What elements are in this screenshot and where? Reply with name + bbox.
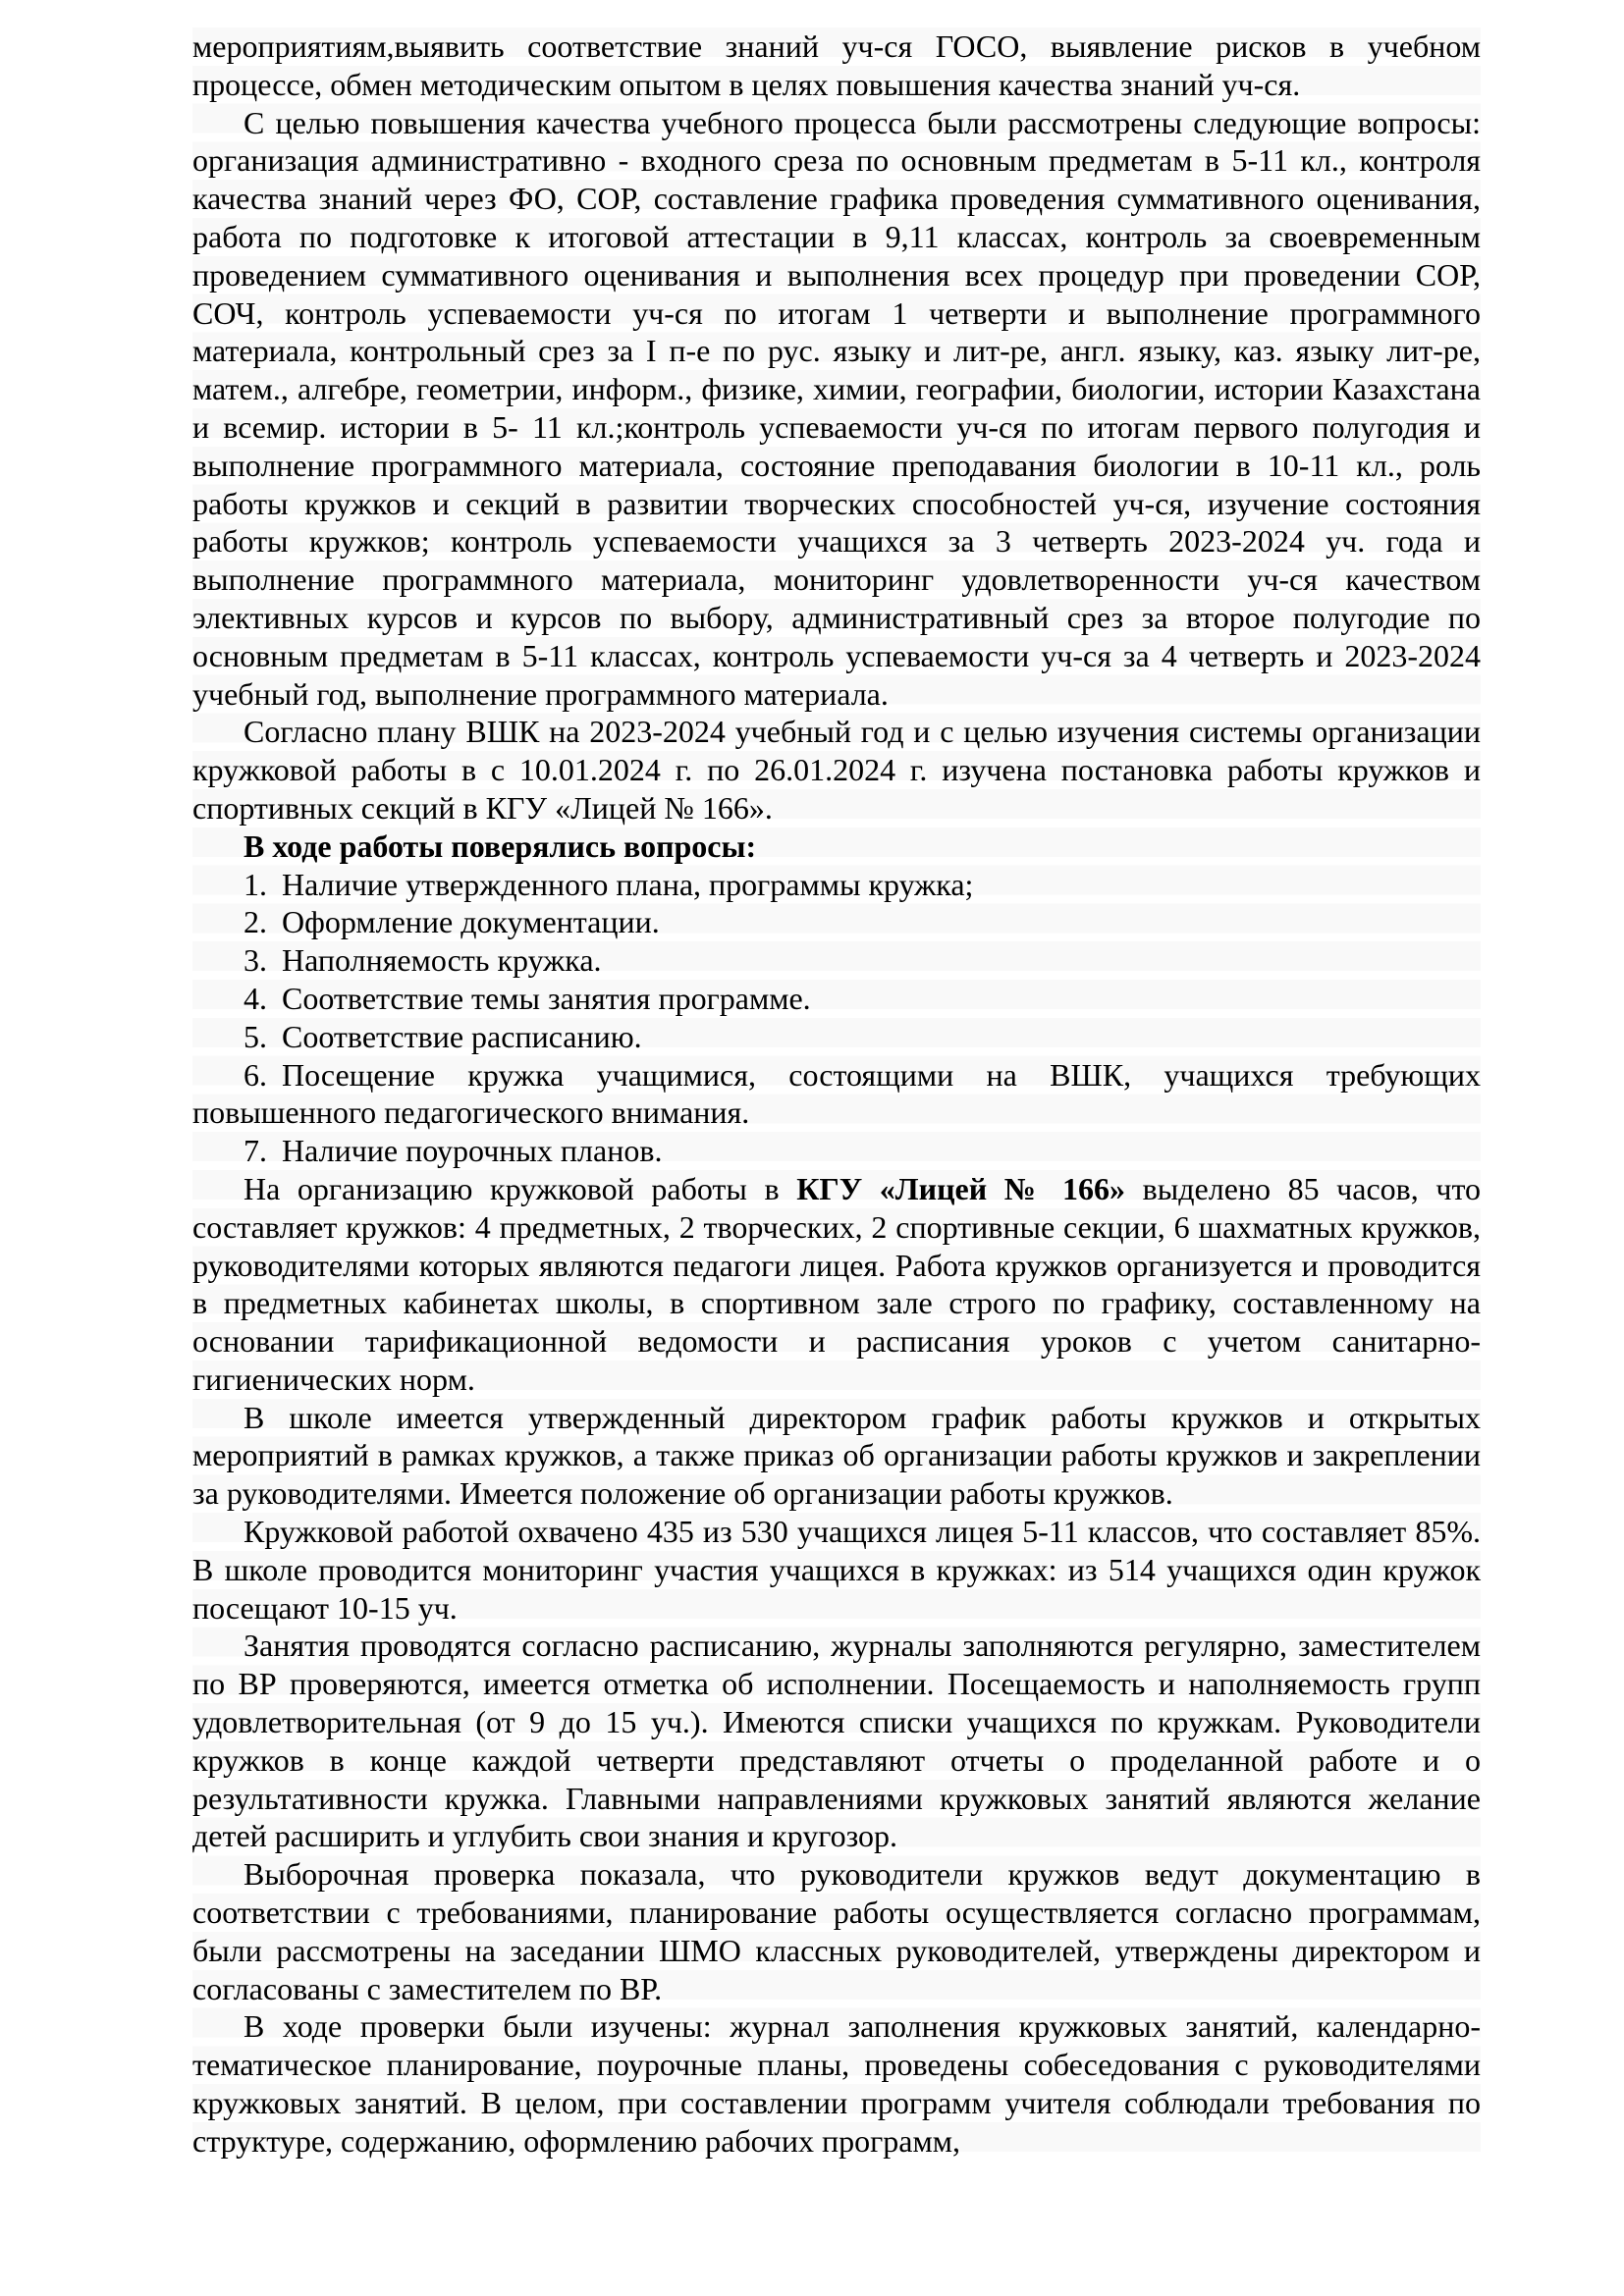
list-item-text: Наличие поурочных планов.: [282, 1133, 663, 1169]
list-item-text: Оформление документации.: [282, 904, 660, 940]
list-item: [192, 1132, 1481, 1170]
paragraph-continuation: мероприятиям,выявить соответствие знаний уч-ся ГОСО, выявление рисков в учебном процессе, обмен методическим опытом в целях повышения качества знаний уч-ся.: [192, 28, 1481, 102]
lyceum-name-bold: КГУ «Лицей № 166»: [796, 1170, 1126, 1206]
list-item-number: 6.: [244, 1056, 267, 1093]
list-item-number: 4.: [244, 980, 267, 1016]
list-item: [192, 903, 1481, 941]
list-item-number: 5.: [244, 1018, 267, 1054]
list-item-text: Наличие утвержденного плана, программы кружка;: [282, 866, 974, 902]
paragraph-coverage-stats: Кружковой работой охвачено 435 из 530 учащихся лицея 5-11 классов, что составляет 85%. В школе проводится мониторинг участия учащихся в кружках: из 514 учащихся один кружок посещают 10-15 уч.: [192, 1514, 1481, 1626]
paragraph-vshk-plan: Согласно плану ВШК на 2023-2024 учебный год и с целью изучения системы организации кружковой работы в с 10.01.2024 г. по 26.01.2024 г. изучена постановка работы кружков и спортивных секций в КГУ «Лицей № 166».: [192, 714, 1481, 826]
paragraph-text: выделено 85 часов, что составляет кружков: 4 предметных, 2 творческих, 2 спортивные секции, 6 шахматных кружков, руководителями которых являются педагоги лицея. Работа кружков организуется и проводится в предметных кабинетах школы, в спортивном зале строго по графику, составленному на основании тарификационной ведомости и расписания уроков с учетом санитарно-гигиенических норм.: [192, 1170, 1482, 1397]
section-heading: В ходе работы поверялись вопросы:: [244, 828, 757, 864]
paragraph-schedule-approved: В школе имеется утвержденный директором график работы кружков и открытых мероприятий в рамках кружков, а также приказ об организации работы кружков и закреплении за руководителями. Имеется положение об организации работы кружков.: [192, 1399, 1481, 1512]
paragraph-spot-check: Выборочная проверка показала, что руководители кружков ведут документацию в соответствии с требованиями, планирование работы осуществляется согласно программам, были рассмотрены на заседании ШМО классных руководителей, утверждены директором и согласованы с заместителем по ВР.: [192, 1856, 1481, 2006]
paragraph-text: На организацию кружковой работы в: [244, 1170, 797, 1206]
list-item-number: 7.: [244, 1133, 267, 1169]
list-item: [192, 1056, 1481, 1133]
list-item-text: Соответствие расписанию.: [282, 1018, 642, 1054]
document-text-block: [192, 27, 1481, 2161]
paragraph-inspection-scope: В ходе проверки были изучены: журнал заполнения кружковых занятий, календарно-тематическое планирование, поурочные планы, проведены собеседования с руководителями кружковых занятий. В целом, при составлении программ учителя соблюдали требования по структуре, содержанию, оформлению рабочих программ,: [192, 2008, 1481, 2159]
list-item-number: 1.: [244, 866, 267, 902]
list-item: [192, 866, 1481, 904]
list-item: [192, 980, 1481, 1018]
list-item-text: Наполняемость кружка.: [282, 942, 602, 979]
list-item-number: 3.: [244, 942, 267, 979]
list-item-number: 2.: [244, 904, 267, 940]
paragraph-hours-allocation: [192, 1170, 1481, 1399]
paragraph-quality-goals: С целью повышения качества учебного процесса были рассмотрены следующие вопросы: организация административно - входного среза по основным предметам в 5-11 кл., контроля качества знаний через ФО, СОР, составление графика проведения суммативного оценивания, работа по подготовке к итоговой аттестации в 9,11 классах, контроль за своевременным проведением суммативного оценивания и выполнения всех процедур при проведении СОР, СОЧ, контроль успеваемости уч-ся по итогам 1 четверти и выполнение программного материала, контрольный срез за I п-е по рус. языку и лит-ре, англ. языку, каз. языку лит-ре, матем., алгебре, геометрии, информ., физике, химии, географии, биологии, истории Казахстана и всемир. истории в 5- 11 кл.;контроль успеваемости уч-ся по итогам первого полугодия и выполнение программного материала, состояние преподавания биологии в 10-11 кл., роль работы кружков и секций в развитии творческих способностей уч-ся, изучение состояния работы кружков; контроль успеваемости учащихся за 3 четверть 2023-2024 уч. года и выполнение программного материала, мониторинг удовлетворенности уч-ся качеством элективных курсов и курсов по выбору, административный срез за второе полугодие по основным предметам в 5-11 классах, контроль успеваемости уч-ся за 4 четверть и 2023-2024 учебный год, выполнение программного материала.: [192, 104, 1481, 712]
paragraph-attendance: Занятия проводятся согласно расписанию, журналы заполняются регулярно, заместителем по ВР проверяются, имеется отметка об исполнении. Посещаемость и наполняемость групп удовлетворительная (от 9 до 15 уч.). Имеются списки учащихся по кружкам. Руководители кружков в конце каждой четверти представляют отчеты о проделанной работе и о результативности кружка. Главными направлениями кружковых занятий являются желание детей расширить и углубить свои знания и кругозор.: [192, 1628, 1481, 1854]
list-item: [192, 1018, 1481, 1056]
list-item: [192, 941, 1481, 980]
list-item-text: Посещение кружка учащимися, состоящими на ВШК, учащихся требующих повышенного педагогического внимания.: [192, 1056, 1481, 1131]
list-item-text: Соответствие темы занятия программе.: [282, 980, 811, 1016]
